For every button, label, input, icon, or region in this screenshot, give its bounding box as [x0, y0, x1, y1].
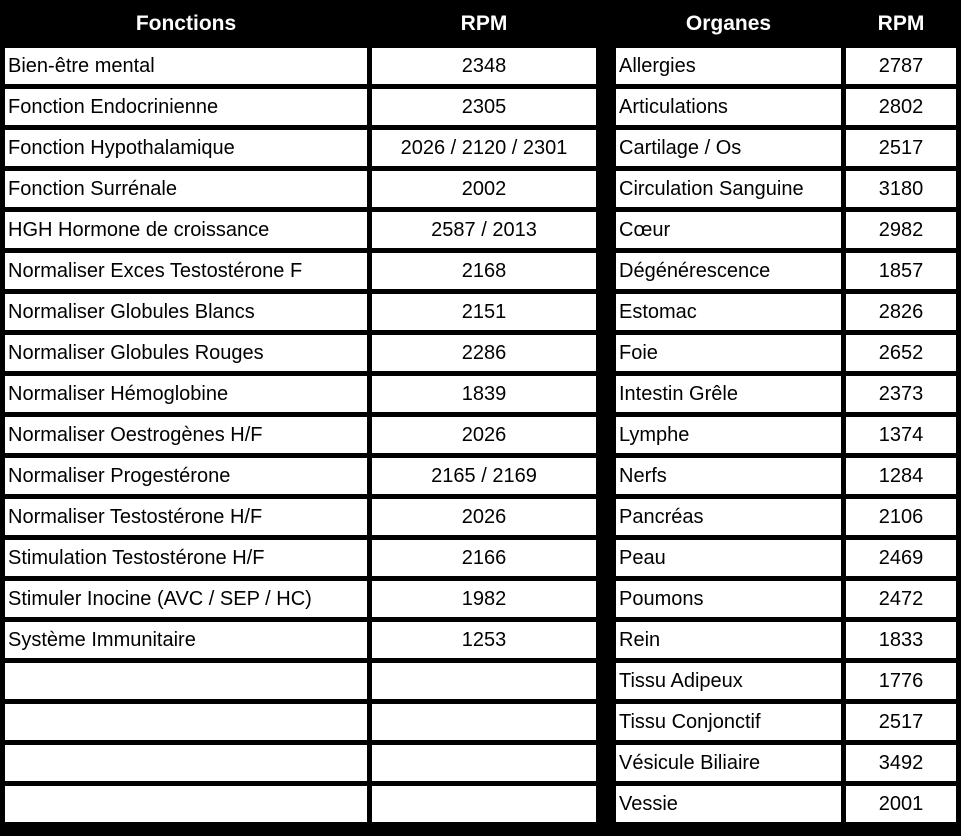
organ-rpm-cell: 2652 — [846, 335, 956, 371]
organ-name-cell: Allergies — [616, 48, 841, 84]
organ-name-cell: Peau — [616, 540, 841, 576]
table-row — [616, 540, 956, 576]
table-row — [5, 417, 596, 453]
organ-rpm-cell: 1833 — [846, 622, 956, 658]
organ-rpm-cell: 2787 — [846, 48, 956, 84]
function-rpm-cell — [372, 786, 596, 822]
function-name-cell: Stimulation Testostérone H/F — [5, 540, 367, 576]
table-row — [616, 130, 956, 166]
organ-name-cell: Vessie — [616, 786, 841, 822]
table-row-empty — [5, 704, 596, 740]
function-name-cell: HGH Hormone de croissance — [5, 212, 367, 248]
table-row — [616, 376, 956, 412]
organ-name-cell: Circulation Sanguine — [616, 171, 841, 207]
organ-name-cell: Intestin Grêle — [616, 376, 841, 412]
function-rpm-cell — [372, 704, 596, 740]
function-rpm-cell — [372, 745, 596, 781]
function-rpm-cell: 2587 / 2013 — [372, 212, 596, 248]
function-rpm-cell: 2168 — [372, 253, 596, 289]
organes-header-row — [616, 5, 956, 43]
organ-name-cell: Vésicule Biliaire — [616, 745, 841, 781]
organ-name-cell: Lymphe — [616, 417, 841, 453]
table-row — [5, 458, 596, 494]
function-rpm-cell: 2151 — [372, 294, 596, 330]
organ-name-cell: Cartilage / Os — [616, 130, 841, 166]
function-rpm-cell — [372, 663, 596, 699]
organ-rpm-cell: 2469 — [846, 540, 956, 576]
function-rpm-cell: 1982 — [372, 581, 596, 617]
organ-rpm-cell: 2472 — [846, 581, 956, 617]
table-row — [5, 253, 596, 289]
function-rpm-cell: 2286 — [372, 335, 596, 371]
table-row — [616, 212, 956, 248]
function-rpm-cell: 2002 — [372, 171, 596, 207]
table-row — [5, 130, 596, 166]
table-row — [616, 704, 956, 740]
organ-rpm-cell: 2982 — [846, 212, 956, 248]
table-row — [5, 294, 596, 330]
table-row — [5, 622, 596, 658]
function-rpm-cell: 2165 / 2169 — [372, 458, 596, 494]
fonctions-header-row — [5, 5, 596, 43]
function-name-cell: Système Immunitaire — [5, 622, 367, 658]
table-row — [5, 376, 596, 412]
table-row — [616, 48, 956, 84]
function-name-cell: Fonction Surrénale — [5, 171, 367, 207]
function-name-cell: Fonction Hypothalamique — [5, 130, 367, 166]
table-row — [5, 540, 596, 576]
function-name-cell: Bien-être mental — [5, 48, 367, 84]
table-row — [5, 335, 596, 371]
organ-name-cell: Nerfs — [616, 458, 841, 494]
table-row — [616, 458, 956, 494]
table-row — [616, 89, 956, 125]
table-row — [5, 499, 596, 535]
organ-rpm-cell: 2373 — [846, 376, 956, 412]
function-rpm-cell: 2305 — [372, 89, 596, 125]
organ-rpm-cell: 2517 — [846, 704, 956, 740]
function-rpm-cell: 1253 — [372, 622, 596, 658]
organ-rpm-cell: 2001 — [846, 786, 956, 822]
table-row — [5, 171, 596, 207]
table-row — [616, 745, 956, 781]
organ-rpm-cell: 2826 — [846, 294, 956, 330]
function-name-cell — [5, 786, 367, 822]
table-row — [616, 335, 956, 371]
organ-name-cell: Estomac — [616, 294, 841, 330]
organ-rpm-cell: 3492 — [846, 745, 956, 781]
fonctions-rpm-column-header: RPM — [372, 5, 596, 43]
table-row — [616, 499, 956, 535]
organ-rpm-cell: 3180 — [846, 171, 956, 207]
function-name-cell — [5, 704, 367, 740]
function-name-cell: Normaliser Oestrogènes H/F — [5, 417, 367, 453]
function-name-cell: Normaliser Testostérone H/F — [5, 499, 367, 535]
function-name-cell: Normaliser Hémoglobine — [5, 376, 367, 412]
table-row-empty — [5, 786, 596, 822]
function-name-cell: Normaliser Exces Testostérone F — [5, 253, 367, 289]
fonctions-column-header: Fonctions — [5, 5, 367, 43]
table-row — [616, 171, 956, 207]
table-row — [616, 663, 956, 699]
function-rpm-cell: 2026 / 2120 / 2301 — [372, 130, 596, 166]
organ-name-cell: Tissu Adipeux — [616, 663, 841, 699]
organ-rpm-cell: 1374 — [846, 417, 956, 453]
organ-name-cell: Tissu Conjonctif — [616, 704, 841, 740]
organes-table — [611, 0, 961, 827]
table-row — [5, 212, 596, 248]
function-rpm-cell: 1839 — [372, 376, 596, 412]
table-row-empty — [5, 745, 596, 781]
organ-rpm-cell: 1857 — [846, 253, 956, 289]
function-rpm-cell: 2026 — [372, 417, 596, 453]
table-row — [5, 48, 596, 84]
organes-rpm-column-header: RPM — [846, 5, 956, 43]
table-row-empty — [5, 663, 596, 699]
organ-name-cell: Poumons — [616, 581, 841, 617]
function-name-cell: Normaliser Globules Rouges — [5, 335, 367, 371]
organes-column-header: Organes — [616, 5, 841, 43]
organ-rpm-cell: 2802 — [846, 89, 956, 125]
function-rpm-cell: 2348 — [372, 48, 596, 84]
organ-name-cell: Foie — [616, 335, 841, 371]
function-name-cell: Normaliser Progestérone — [5, 458, 367, 494]
table-row — [616, 786, 956, 822]
table-row — [616, 294, 956, 330]
organ-name-cell: Articulations — [616, 89, 841, 125]
function-name-cell — [5, 745, 367, 781]
organ-name-cell: Rein — [616, 622, 841, 658]
organ-rpm-cell: 1776 — [846, 663, 956, 699]
organ-name-cell: Pancréas — [616, 499, 841, 535]
table-row — [616, 581, 956, 617]
organ-rpm-cell: 1284 — [846, 458, 956, 494]
table-row — [616, 622, 956, 658]
function-name-cell: Stimuler Inocine (AVC / SEP / HC) — [5, 581, 367, 617]
organ-rpm-cell: 2106 — [846, 499, 956, 535]
function-name-cell: Fonction Endocrinienne — [5, 89, 367, 125]
organ-name-cell: Dégénérescence — [616, 253, 841, 289]
table-row — [5, 89, 596, 125]
table-row — [616, 417, 956, 453]
function-rpm-cell: 2026 — [372, 499, 596, 535]
organ-name-cell: Cœur — [616, 212, 841, 248]
table-row — [616, 253, 956, 289]
function-rpm-cell: 2166 — [372, 540, 596, 576]
organ-rpm-cell: 2517 — [846, 130, 956, 166]
function-name-cell: Normaliser Globules Blancs — [5, 294, 367, 330]
table-row — [5, 581, 596, 617]
function-name-cell — [5, 663, 367, 699]
